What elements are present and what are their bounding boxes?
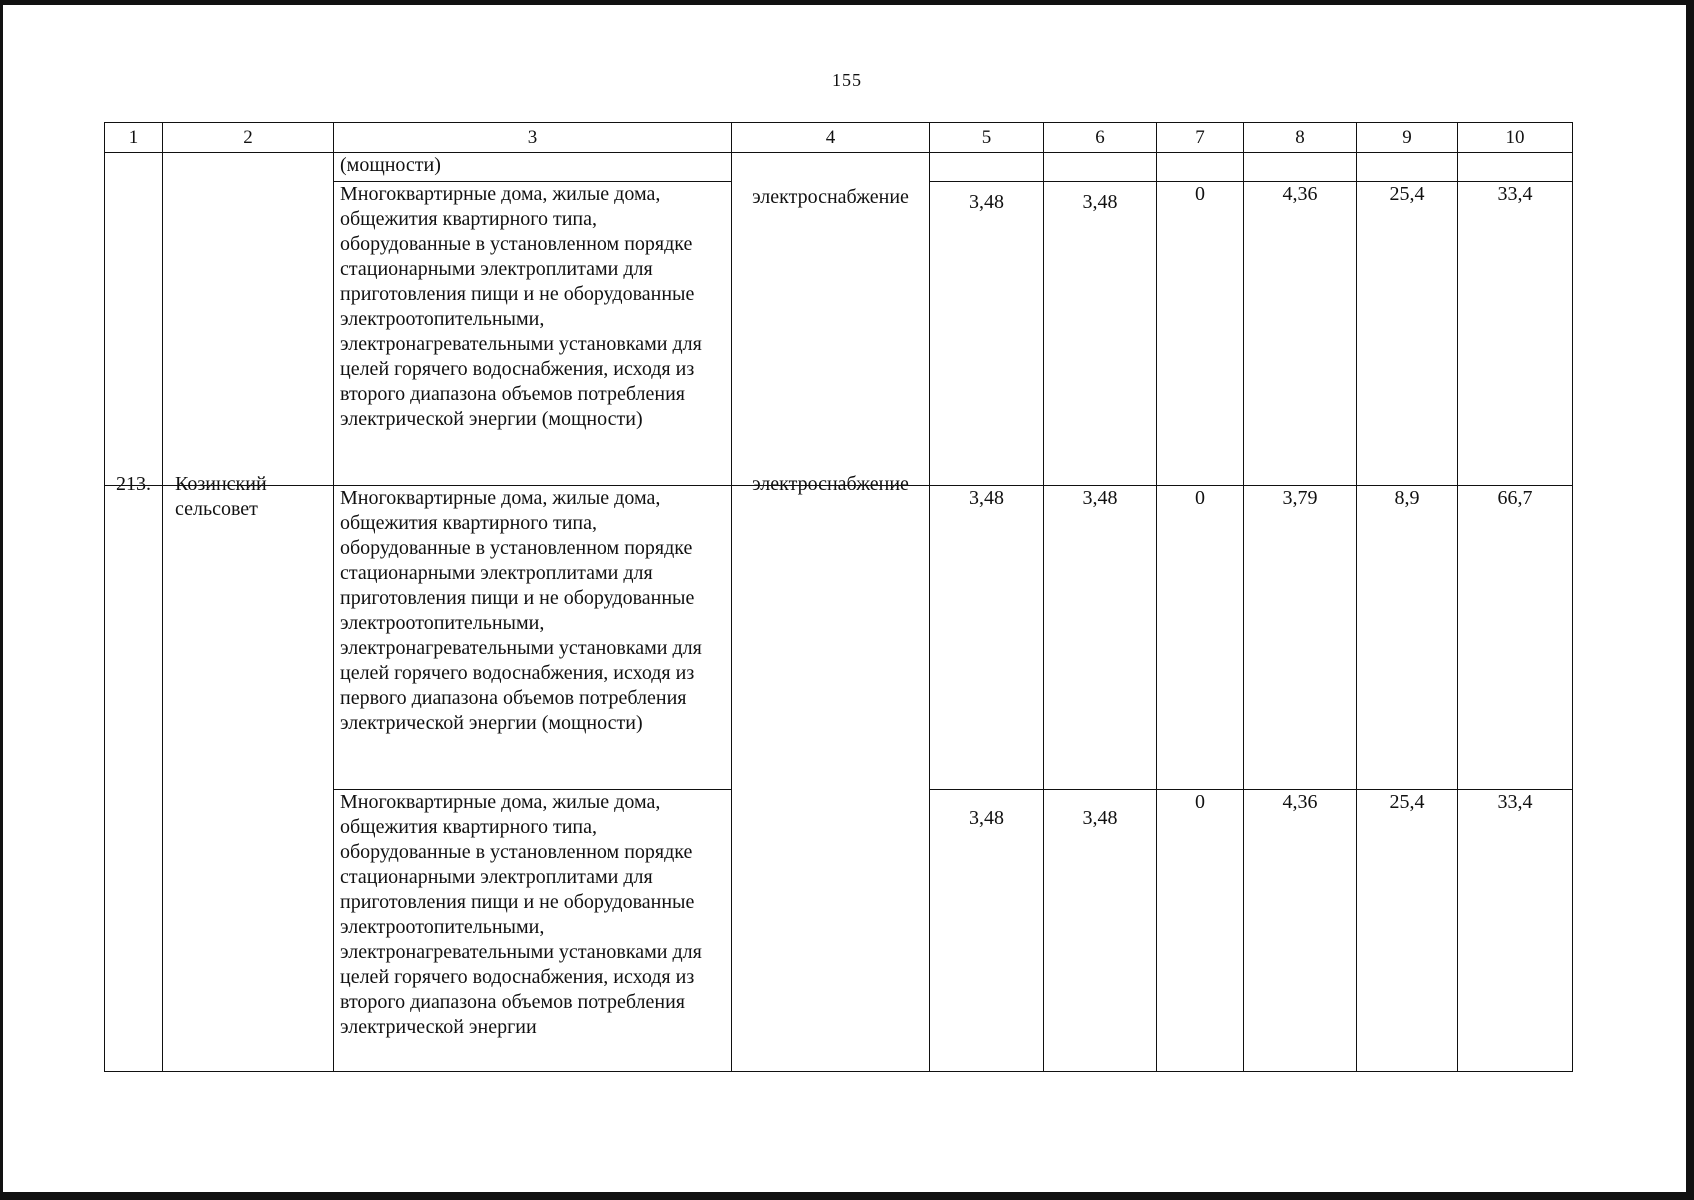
value: 33,4 [1497,183,1533,205]
service-label: электроснабжение [752,186,909,208]
service-cell [732,473,930,1072]
table-row [105,486,1573,790]
value: 0 [1195,791,1205,813]
scan-border-left [0,0,3,1200]
value-cell [1044,790,1157,1072]
column-header: 9 [1357,123,1458,153]
settlement-cell [163,473,334,1072]
column-header: 2 [163,123,334,153]
row-number: 213. [116,473,151,495]
value-cell [1157,486,1244,790]
column-header: 10 [1458,123,1573,153]
number-cell [105,473,163,1072]
value-cell [1458,182,1573,486]
value-cell [1458,790,1573,1072]
value-cell [1357,153,1458,182]
value-cell [1044,486,1157,790]
value: 3,48 [969,807,1004,829]
value-cell [1157,153,1244,182]
description-cell: Многоквартирные дома, жилые дома, общежития квартирного типа, оборудованные в установленном порядке стационарными электроплитами для приготовления пищи и не оборудованные электроотопительными, электронагревательными установками для целей горячего водоснабжения, исходя из второго диапазона объемов потребления электрической энергии (мощности) [334,182,732,486]
service-cell [732,153,930,486]
value: 33,4 [1497,791,1533,813]
value: 25,4 [1389,791,1425,813]
value-cell [930,182,1044,486]
scan-border-bottom [0,1192,1694,1200]
column-header: 7 [1157,123,1244,153]
column-number-header [105,123,1573,153]
page-number: 155 [832,70,862,90]
value-cell [1458,153,1573,182]
description-cell: Многоквартирные дома, жилые дома, общежития квартирного типа, оборудованные в установленном порядке стационарными электроплитами для приготовления пищи и не оборудованные электроотопительными, электронагревательными установками для целей горячего водоснабжения, исходя из первого диапазона объемов потребления электрической энергии (мощности) [334,486,732,790]
column-header: 6 [1044,123,1157,153]
value-cell [1357,790,1458,1072]
value: 25,4 [1389,183,1425,205]
value-cell [1244,486,1357,790]
column-header: 5 [930,123,1044,153]
service-label: электроснабжение [752,473,909,495]
value: 0 [1195,183,1205,205]
value-cell [1357,486,1458,790]
value-cell [930,790,1044,1072]
value: 3,48 [969,191,1004,213]
column-header: 3 [334,123,732,153]
column-header: 1 [105,123,163,153]
value: 3,48 [1082,191,1118,213]
value-cell [1044,182,1157,486]
value-cell [1157,182,1244,486]
value: 3,48 [1082,807,1118,829]
value-cell [1244,182,1357,486]
value: 3,79 [1282,487,1318,509]
settlement-name: Козинский сельсовет [175,473,267,520]
value-cell [1157,790,1244,1072]
column-header: 8 [1244,123,1357,153]
scan-border-right [1686,0,1694,1200]
value-cell [1357,182,1458,486]
value: 3,48 [1082,487,1118,509]
value-cell [930,486,1044,790]
value: 4,36 [1282,183,1318,205]
value-cell [1244,153,1357,182]
value-cell [1244,790,1357,1072]
value-cell [1044,153,1157,182]
value-cell [1458,486,1573,790]
value-cell [930,153,1044,182]
tariff-table [104,122,1573,1072]
description-cell: (мощности) [334,153,732,182]
description-cell: Многоквартирные дома, жилые дома, общежития квартирного типа, оборудованные в установленном порядке стационарными электроплитами для приготовления пищи и не оборудованные электроотопительными, электронагревательными установками для целей горячего водоснабжения, исходя из второго диапазона объемов потребления электрической энергии [334,790,732,1072]
settlement-cell [163,153,334,486]
table-row [105,153,1573,182]
value: 4,36 [1282,791,1318,813]
scan-border-top [0,0,1694,5]
value: 66,7 [1497,487,1533,509]
column-header: 4 [732,123,930,153]
value: 8,9 [1394,487,1420,509]
number-cell [105,153,163,486]
value: 0 [1195,487,1205,509]
value: 3,48 [969,487,1004,509]
